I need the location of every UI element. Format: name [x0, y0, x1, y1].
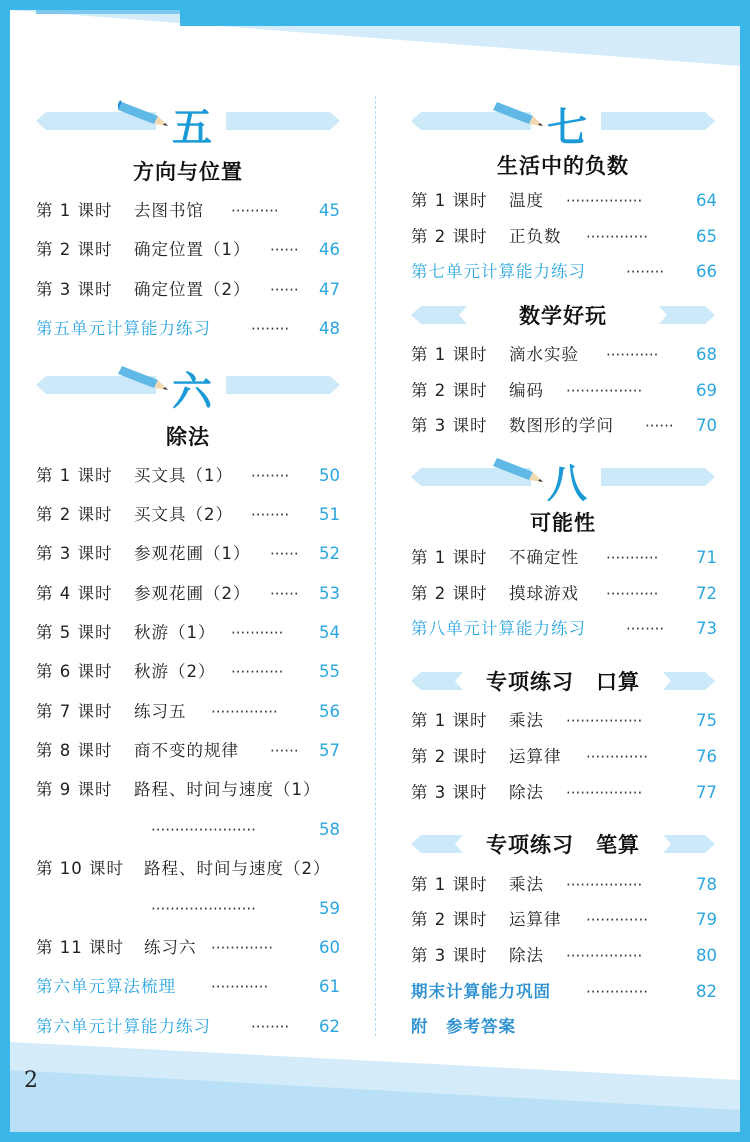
toc-row[interactable]: 第 1 课时 滴水实验 ··········· 68 [411, 345, 717, 364]
toc-row[interactable]: 第 2 课时 确定位置（1） ······ 46 [36, 240, 340, 259]
written-practice-banner [411, 829, 715, 859]
column-divider [375, 96, 376, 1036]
toc-row-continuation[interactable]: ······················ 59 [151, 899, 340, 918]
toc-row[interactable]: 第 3 课时 除法 ················ 80 [411, 946, 717, 965]
unit-numeral: 七 [547, 104, 587, 151]
toc-row[interactable]: 第 1 课时 去图书馆 ·········· 45 [36, 201, 340, 220]
toc-row[interactable]: 第 1 课时 温度 ················ 64 [411, 191, 717, 210]
pencil-icon [493, 450, 549, 490]
toc-row-practice[interactable]: 第七单元计算能力练习 ········ 66 [411, 262, 717, 281]
toc-row[interactable]: 第 2 课时 正负数 ············· 65 [411, 227, 717, 246]
toc-row[interactable]: 第 5 课时 秋游（1） ··········· 54 [36, 623, 340, 642]
section-title: 生活中的负数 [497, 154, 629, 178]
section-title: 专项练习 口算 [486, 670, 640, 694]
toc-row[interactable]: 第 2 课时 买文具（2） ········ 51 [36, 505, 340, 524]
toc-row[interactable]: 第 8 课时 商不变的规律 ······ 57 [36, 741, 340, 760]
toc-row[interactable]: 第 1 课时 不确定性 ··········· 71 [411, 548, 717, 567]
toc-row[interactable]: 第 6 课时 秋游（2） ··········· 55 [36, 662, 340, 681]
top-frame-decoration [0, 0, 750, 70]
toc-row[interactable]: 第 3 课时 确定位置（2） ······ 47 [36, 280, 340, 299]
unit-numeral: 八 [547, 460, 587, 507]
toc-row[interactable]: 第 2 课时 摸球游戏 ··········· 72 [411, 584, 717, 603]
oral-practice-banner [411, 666, 715, 696]
toc-row[interactable]: 第 11 课时 练习六 ············· 60 [36, 938, 340, 957]
section-title: 方向与位置 [133, 160, 243, 184]
unit-numeral: 六 [172, 368, 212, 415]
pencil-icon [118, 94, 174, 134]
toc-row-practice[interactable]: 第五单元计算能力练习 ········ 48 [36, 319, 340, 338]
unit-five-banner [36, 100, 340, 151]
toc-row[interactable]: 第 2 课时 编码 ················ 69 [411, 381, 717, 400]
pencil-icon [118, 358, 174, 398]
unit-seven-banner [411, 100, 715, 151]
right-frame-edge [740, 0, 750, 1142]
toc-row[interactable]: 第 2 课时 运算律 ············· 79 [411, 910, 717, 929]
toc-row[interactable]: 第 1 课时 乘法 ················ 78 [411, 875, 717, 894]
toc-row[interactable]: 第 10 课时 路程、时间与速度（2） [36, 859, 331, 878]
toc-row-practice[interactable]: 第六单元计算能力练习 ········ 62 [36, 1017, 340, 1036]
bottom-frame-decoration [0, 1042, 750, 1142]
toc-row[interactable]: 第 3 课时 除法 ················ 77 [411, 783, 717, 802]
pencil-icon [493, 94, 549, 134]
section-title: 可能性 [530, 511, 596, 535]
toc-row-answers[interactable]: 附 参考答案 [411, 1017, 516, 1036]
toc-row[interactable]: 第 4 课时 参观花圃（2） ······ 53 [36, 584, 340, 603]
toc-row[interactable]: 第 3 课时 数图形的学问 ······ 70 [411, 416, 717, 435]
toc-row-continuation[interactable]: ······················ 58 [151, 820, 340, 839]
toc-row[interactable]: 第 2 课时 运算律 ············· 76 [411, 747, 717, 766]
toc-row-review[interactable]: 第六单元算法梳理 ············ 61 [36, 977, 340, 996]
toc-row-practice[interactable]: 第八单元计算能力练习 ········ 73 [411, 619, 717, 638]
unit-eight-banner [411, 456, 715, 507]
toc-row-final-review[interactable]: 期末计算能力巩固 ············· 82 [411, 982, 717, 1001]
page-number: 2 [24, 1068, 38, 1093]
left-frame-edge [0, 0, 10, 1142]
section-title: 数学好玩 [519, 304, 607, 328]
toc-row[interactable]: 第 3 课时 参观花圃（1） ······ 52 [36, 544, 340, 563]
unit-numeral: 五 [172, 104, 212, 151]
toc-row[interactable]: 第 1 课时 买文具（1） ········ 50 [36, 466, 340, 485]
unit-six-banner [36, 364, 340, 415]
section-title: 专项练习 笔算 [486, 833, 640, 857]
section-title: 除法 [166, 425, 210, 449]
toc-row[interactable]: 第 9 课时 路程、时间与速度（1） [36, 780, 321, 799]
toc-row[interactable]: 第 7 课时 练习五 ·············· 56 [36, 702, 340, 721]
fun-math-banner [411, 300, 715, 330]
toc-row[interactable]: 第 1 课时 乘法 ················ 75 [411, 711, 717, 730]
